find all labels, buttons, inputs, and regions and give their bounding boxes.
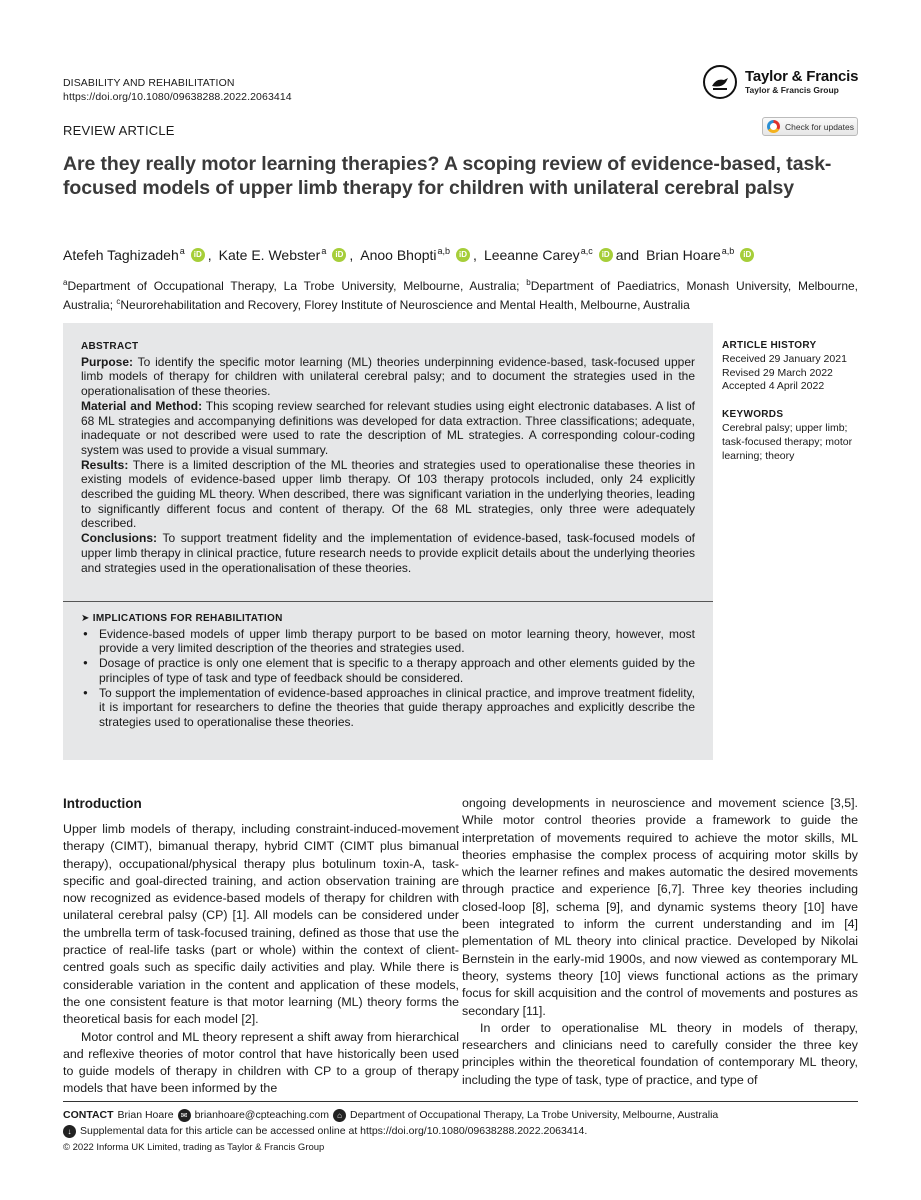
crossmark-icon <box>767 120 780 133</box>
publisher-logo[interactable] <box>703 62 863 102</box>
article-title: Are they really motor learning therapies? A scoping review of evidence-based, task-focused models of upper limb therapy for children with unilateral cerebral palsy <box>63 153 832 199</box>
results-label: Results: <box>81 457 129 472</box>
orcid-icon[interactable]: iD <box>740 248 754 262</box>
abstract-purpose <box>81 355 695 399</box>
author-name[interactable]: Brian Hoare <box>646 247 721 263</box>
implication-item: ● To support the implementation of evidence-based approaches in clinical practice, and improve treatment fidelity, it is important for researchers to define the theories that guide therapy approaches and explicitly describe the strategies used to operationalise these theories. <box>81 686 695 730</box>
conclusions-text: To support treatment fidelity and the implementation of evidence-based, task-focused models of upper limb therapy in clinical practice, future research needs to provide explicit details about the underlying theories and strategies used in the operationalisation of these theories. <box>81 531 695 575</box>
author-affil-sup: a <box>179 246 185 256</box>
author <box>641 244 757 266</box>
purpose-label: Purpose: <box>81 354 134 369</box>
author-separator: , <box>207 247 212 263</box>
implications-heading-text: IMPLICATIONS FOR REHABILITATION <box>92 613 283 624</box>
abstract-box <box>63 323 713 760</box>
author-separator: , <box>473 247 477 263</box>
affiliation: Department of Paediatrics, Monash University, Melbourne, Australia; <box>63 279 858 312</box>
copyright: © 2022 Informa UK Limited, trading as Taylor & Francis Group <box>63 1142 325 1153</box>
divider <box>63 601 713 602</box>
author-affil-sup: a,b <box>437 246 451 256</box>
check-updates-button[interactable] <box>762 117 858 136</box>
author-name[interactable]: Anoo Bhopti <box>360 247 437 263</box>
author-separator: and <box>615 247 640 263</box>
accepted-date: Accepted 4 April 2022 <box>722 380 825 393</box>
body-left-column <box>63 795 459 1098</box>
author-affil-sup: a <box>321 246 327 256</box>
author <box>355 244 477 266</box>
affiliation: Neurorehabilitation and Recovery, Florey Institute of Neuroscience and Mental Health, Melbourne, Australia <box>120 298 690 312</box>
orcid-icon[interactable]: iD <box>191 248 205 262</box>
results-text: There is a limited description of the ML theories and strategies used to operationalise these theories in existing models of evidence-based upper limb therapy. Of 103 therapy protocols included, only 24 explicitly described the guiding ML theory. When described, there was significant variation in the underlying theories, leading to significantly different focus and content of therapy. Of the 68 ML strategies, only three were adequately described. <box>81 457 695 531</box>
implication-item: ● Dosage of practice is only one element that is specific to a therapy approach and other elements guided by the principles of type of task and type of feedback should be considered. <box>81 656 695 685</box>
article-type: REVIEW ARTICLE <box>63 123 175 138</box>
journal-name: DISABILITY AND REHABILITATION <box>63 77 235 89</box>
implications-list <box>81 627 695 730</box>
orcid-icon[interactable]: iD <box>456 248 470 262</box>
contact-name: Brian Hoare <box>117 1109 174 1121</box>
address-icon: ⌂ <box>333 1109 346 1122</box>
author <box>479 244 639 266</box>
orcid-icon[interactable]: iD <box>599 248 613 262</box>
check-updates-label: Check for updates <box>785 121 854 132</box>
affil-sup: c <box>116 297 121 306</box>
methods-label: Material and Method: <box>81 398 203 413</box>
affiliations <box>63 275 858 313</box>
author <box>63 244 212 266</box>
author-affil-sup: a,b <box>721 246 735 256</box>
author-affil-sup: a,c <box>580 246 593 256</box>
publisher-name: Taylor & Francis <box>745 68 859 86</box>
supplemental-icon: ↓ <box>63 1125 76 1138</box>
paragraph: ongoing developments in neuroscience and movement science [3,5]. While motor control theories provide a framework to guide the interpretation of movements required to achieve the motor skills, ML theories emphasise the complex process of acquiring motor skills by which the learner refines and makes automatic the desired movements through practice and experience [6,7]. Three key theories including closed-loop [8], schema [9], and dynamic systems theory [10] have been integrated to inform the current understanding and im [4] plementation of ML theory into clinical practice. Developed by Nikolai Bernstein in the early-mid 1900s, and now viewed as contemporary ML theory, systems theory [10] views functional actions as the primary focus for skill acquisition and the control of movements and postures as secondary [11]. <box>462 796 858 1018</box>
footer <box>63 1101 858 1156</box>
affil-sup: a <box>63 278 68 287</box>
contact-row <box>63 1107 858 1123</box>
paragraph: Motor control and ML theory represent a shift away from hierarchical and reflexive theories of motor control that have historically been used to guide models of therapy in children with CP to a group of therapy models that have been informed by the <box>63 1029 459 1096</box>
author-separator: , <box>349 247 354 263</box>
author-name[interactable]: Kate E. Webster <box>218 247 321 263</box>
abstract-heading: ABSTRACT <box>81 341 139 352</box>
paragraph: In order to operationalise ML theory in models of therapy, researchers and clinicians need to carefully consider the three key principles within the theoretical foundation of contemporary ML theory, including the type of task, type of practice, and type of <box>462 1020 858 1087</box>
implication-item: ● Evidence-based models of upper limb therapy purport to be based on motor learning theory, however, most provide a very limited description of the theories and strategies used. <box>81 627 695 656</box>
contact-label: CONTACT <box>63 1109 114 1121</box>
methods-text: This scoping review searched for relevant studies using eight electronic databases. A list of 68 ML strategies and accompanying definitions was developed for data extraction. Three classifications; adequate, inadequate or not described were used to rate the description of ML strategies. A corresponding colour-coding system was used to provide a visual summary. <box>81 398 695 457</box>
body-right-column <box>462 795 858 1089</box>
lamp-icon <box>703 65 737 99</box>
contact-address: Department of Occupational Therapy, La Trobe University, Melbourne, Australia <box>349 1109 719 1121</box>
abstract-conclusions <box>81 531 695 575</box>
revised-date: Revised 29 March 2022 <box>722 366 833 379</box>
conclusions-label: Conclusions: <box>81 531 158 546</box>
paragraph: Upper limb models of therapy, including constraint-induced-movement therapy (CIMT), bimanual therapy, hybrid CIMT (CIMT plus bimanual therapy), occupational/physical therapy plus botulinum toxin-A, task-specific and goal-directed training, and action observation training are now recognized as evidence-based models of therapy for children with unilateral cerebral palsy (CP) [1]. All models can be considered under the umbrella term of task-focused training, defined as those that use the practice of real-life tasks (part or whole) within the context of client-centred goals such as specific daily activities and play. While there is considerable variation in the content and application of these models, the one consistent feature is that motor learning (ML) theory forms the theoretical basis for each model [2]. <box>63 822 459 1027</box>
arrow-icon: ➤ <box>81 613 93 624</box>
article-history-heading: ARTICLE HISTORY <box>722 340 817 351</box>
author <box>214 244 354 266</box>
publisher-group: Taylor & Francis Group <box>745 84 839 95</box>
implications <box>81 612 695 730</box>
keywords-text: Cerebral palsy; upper limb; task-focused therapy; motor learning; theory <box>722 421 853 462</box>
journal-header <box>63 76 292 104</box>
abstract-methods <box>81 399 695 458</box>
section-heading: Introduction <box>63 796 142 811</box>
author-name[interactable]: Leeanne Carey <box>483 247 580 263</box>
received-date: Received 29 January 2021 <box>722 352 847 365</box>
implications-heading <box>81 612 695 627</box>
abstract-results <box>81 458 695 532</box>
author-list <box>63 244 863 266</box>
sidebar-info <box>722 339 867 463</box>
purpose-text: To identify the specific motor learning (ML) theories underpinning evidence-based, task-focused upper limb models of therapy for children with unilateral cerebral palsy; and to document the strategies used in the operationalisation of these theories. <box>81 354 695 399</box>
keywords-heading: KEYWORDS <box>722 409 784 421</box>
orcid-icon[interactable]: iD <box>332 248 346 262</box>
supplemental-row <box>63 1123 858 1139</box>
abstract <box>81 340 695 575</box>
affiliation: Department of Occupational Therapy, La Trobe University, Melbourne, Australia; <box>67 279 527 293</box>
supplemental-text[interactable]: Supplemental data for this article can be accessed online at https://doi.org/10.1080/09638288.2022.2063414. <box>80 1125 588 1137</box>
doi-link[interactable]: https://doi.org/10.1080/09638288.2022.2063414 <box>63 91 292 103</box>
author-name[interactable]: Atefeh Taghizadeh <box>63 247 179 263</box>
affil-sup: b <box>526 278 531 287</box>
email-link[interactable]: brianhoare@cpteaching.com <box>194 1109 329 1121</box>
email-icon: ✉ <box>178 1109 191 1122</box>
